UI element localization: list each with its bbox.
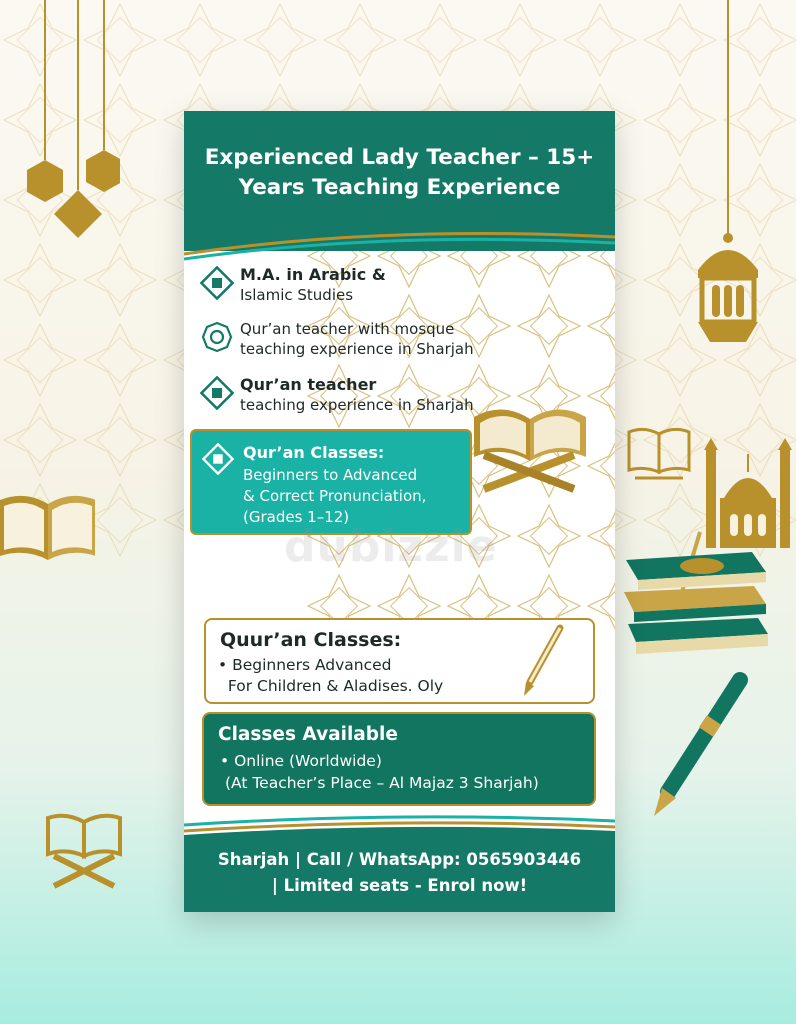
title-line-1: Experienced Lady Teacher – 15+	[204, 145, 595, 170]
box-heading: Qur’an Classes:	[243, 443, 385, 462]
quran-stand-icon	[44, 812, 126, 890]
header-wave	[184, 221, 615, 261]
page-title	[194, 143, 605, 203]
item-text: teaching experience in Sharjah	[240, 396, 474, 414]
footer-banner	[184, 835, 615, 912]
pen-icon	[518, 624, 568, 698]
title-line-2: Years Teaching Experience	[238, 175, 561, 200]
small-open-book-icon	[627, 426, 693, 482]
diamond-square-icon	[200, 266, 234, 300]
item-heading: Qur’an teacher with mosque	[240, 320, 455, 338]
box-heading: Classes Available	[218, 724, 398, 745]
hanging-lantern-icon	[688, 0, 768, 350]
enrol-line: | Limited seats - Enrol now!	[271, 876, 528, 895]
diamond-square-icon	[200, 376, 234, 410]
item-heading: M.A. in Arabic &	[240, 265, 386, 284]
quran-classes-box	[190, 429, 472, 535]
list-item	[200, 375, 474, 415]
box-line: (At Teacher’s Place – Al Majaz 3 Sharjah)	[224, 774, 539, 792]
item-text: teaching experience in Sharjah	[240, 340, 474, 358]
octagon-rosette-icon	[200, 320, 234, 354]
classes-available-box	[202, 712, 596, 806]
box-line: (Grades 1–12)	[243, 508, 350, 526]
hanging-ornaments-left	[10, 0, 120, 250]
box-heading: Quur’an Classes:	[220, 629, 402, 651]
box-line: Beginners to Advanced	[243, 466, 418, 484]
box-line: For Children & Aladises. Oly	[227, 677, 444, 695]
contact-line: Sharjah | Call / WhatsApp: 0565903446	[217, 850, 582, 869]
diamond-square-icon	[202, 443, 234, 475]
item-heading: Qur’an teacher	[240, 375, 377, 394]
fountain-pen-icon	[644, 670, 754, 820]
box-line: • Online (Worldwide)	[220, 752, 382, 770]
quran-on-stand-icon	[470, 397, 592, 493]
box-line: & Correct Pronunciation,	[243, 487, 427, 505]
watermark: dubizzle	[284, 521, 498, 572]
flyer-card	[184, 111, 615, 912]
item-text: Islamic Studies	[240, 286, 354, 304]
list-item	[200, 319, 474, 359]
stacked-books-icon	[620, 530, 770, 660]
box-line: • Beginners Advanced	[218, 656, 392, 674]
quuran-classes-box	[204, 618, 595, 704]
list-item	[200, 265, 386, 305]
open-book-icon	[0, 490, 95, 570]
